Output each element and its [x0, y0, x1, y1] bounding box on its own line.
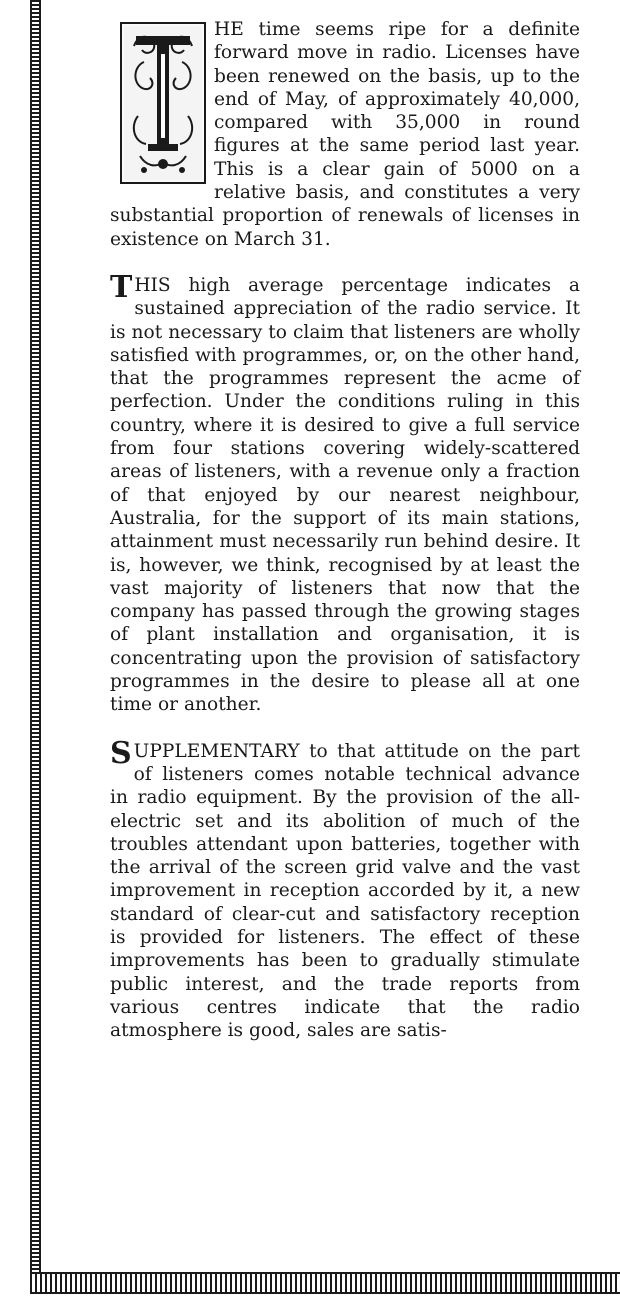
paragraph-2-text: HIS high average percentage indicates a sustained appreciation of the radio service. It is not necessary to claim that listeners are wholly satisfied with programmes, or, on the other hand, that the programmes represent the acme of perfection. Under the conditions ruling in this country, where it is desired to give a full service from four stations covering widely-scattered areas of listeners, with a revenue only a fraction of that enjoyed by our nearest neighbour, Australia, for the support of its main stations, attainment must necessarily run behind desire. It is, however, we think, recognised by at least the vast majority of listeners that now that the company has passed through the growing stages of plant installation and organisation, it is concentrating upon the provision of satisfactory programmes in the desire to please all at one time or another.: [110, 274, 580, 716]
paragraph-2-initial: T: [110, 269, 133, 305]
ornamental-dropcap: [120, 22, 206, 184]
paragraph-3-text: UPPLEMENTARY to that attitude on the part of listeners comes notable technical advance in radio equipment. By the provision of the all-electric set and its abolition of much of the troubles attendant upon batteries, together with the arrival of the screen grid valve and the vast improvement in reception accorded by it, a new standard of clear-cut and satisfactory reception is provided for listeners. The effect of these improvements has been to gradually stimulate public interest, and the trade reports from various centres indicate that the radio atmosphere is good, sales are satis-: [110, 740, 580, 1042]
paragraph-3-initial: S: [110, 735, 132, 771]
left-decorative-border: [30, 0, 41, 1272]
paragraph-1-text: HE time seems ripe for a definite forward move in radio. Licenses have been renewed on the basis, up to the end of May, of approximately 40,000, compared with 35,000 in round figures at the same period last year. This is a clear gain of 5000 on a relative basis, and constitutes a very substantial proportion of renewals of licenses in existence on March 31.: [110, 19, 580, 250]
paragraph-2: [110, 269, 580, 717]
ornamental-letter-graphic: [124, 26, 202, 180]
paragraph-1: [110, 18, 580, 251]
article-body: [110, 18, 580, 1042]
paragraph-3: [110, 735, 580, 1043]
bottom-decorative-border: [30, 1272, 620, 1294]
